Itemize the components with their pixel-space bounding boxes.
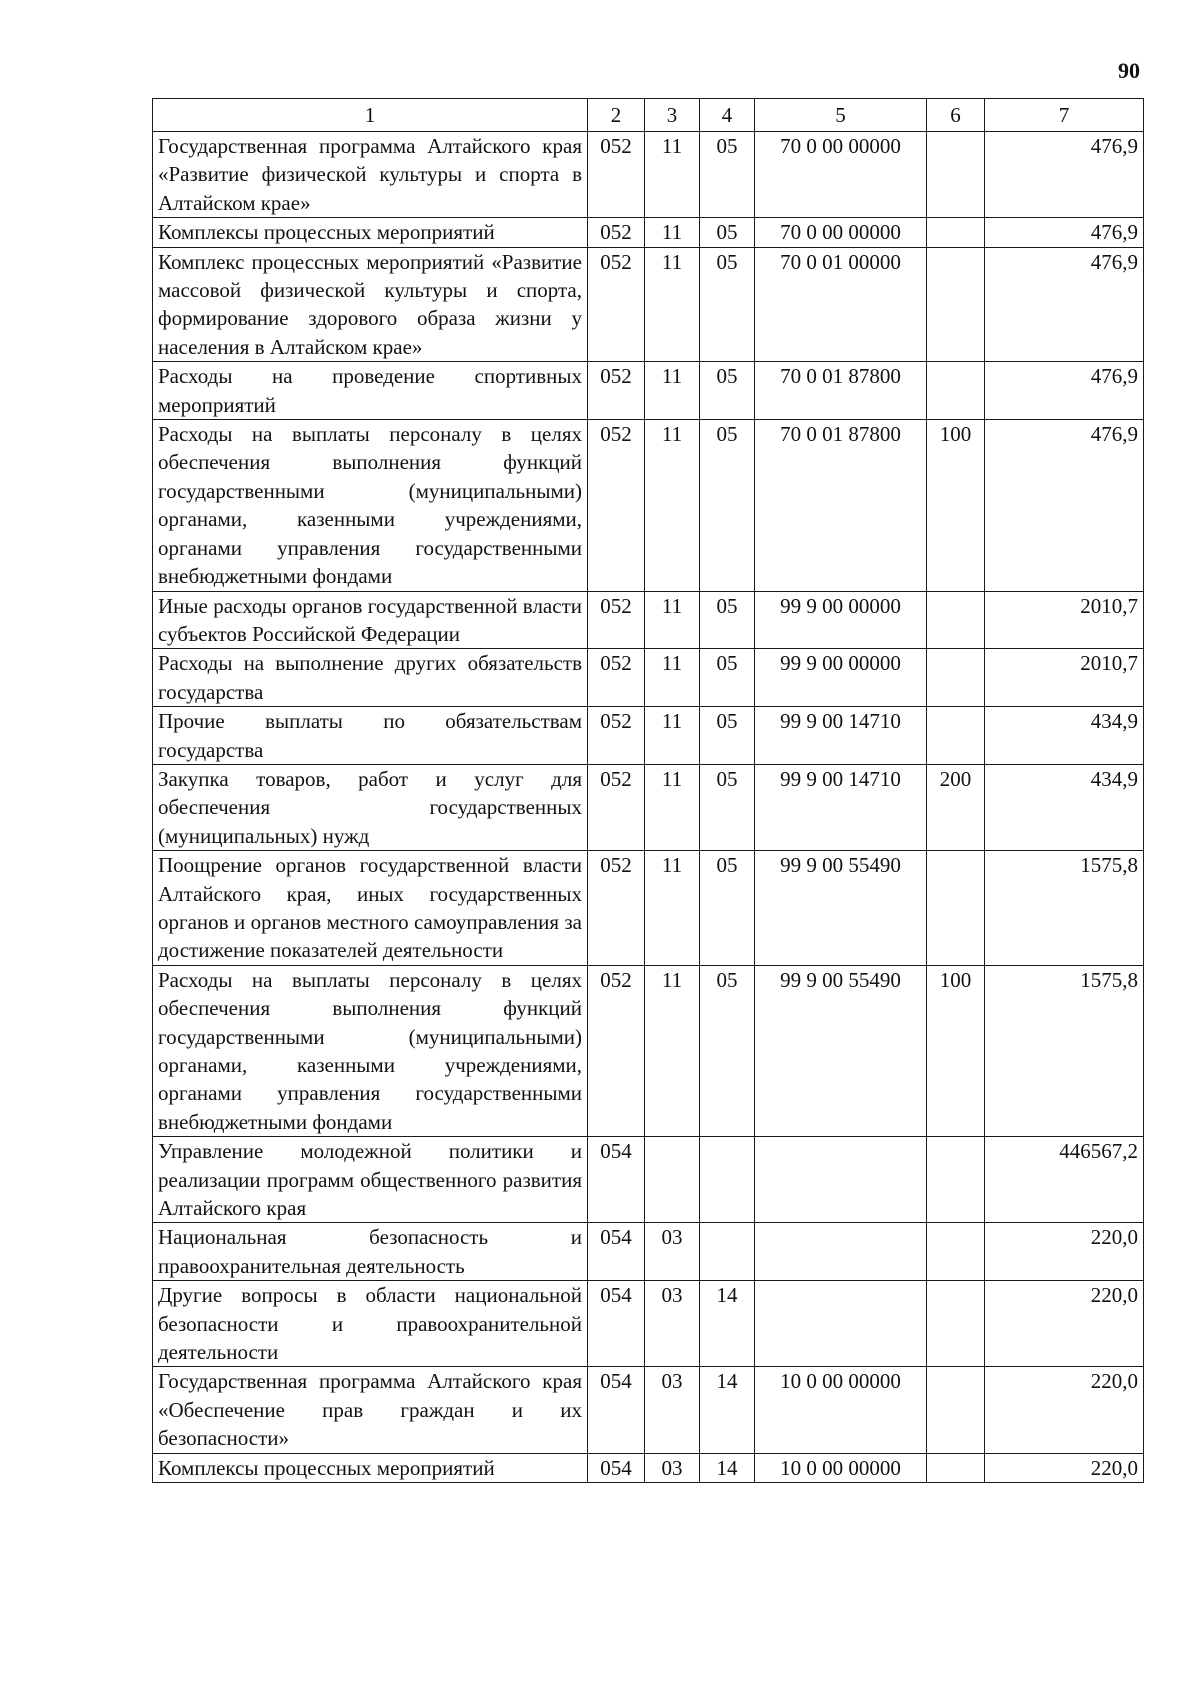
table-row (153, 1453, 1144, 1482)
row-name-cell: Расходы на выплаты персоналу в целях обеспечения выполнения функций государственными (муниципальными) органами, казенными учреждениями, органами управления государственными внебюджетными фондами (153, 420, 588, 591)
code-cell: 052 (588, 851, 645, 966)
table-row (153, 1137, 1144, 1223)
column-header: 3 (645, 99, 700, 132)
row-name-cell: Расходы на проведение спортивных мероприятий (153, 362, 588, 420)
row-name-cell: Расходы на выполнение других обязательств государства (153, 649, 588, 707)
column-header: 7 (985, 99, 1144, 132)
subsection-cell: 05 (700, 362, 755, 420)
amount-cell: 1575,8 (985, 965, 1144, 1136)
subsection-cell: 05 (700, 420, 755, 591)
code-cell: 052 (588, 707, 645, 765)
expense-type-cell (927, 707, 985, 765)
expense-type-cell (927, 1223, 985, 1281)
amount-cell: 2010,7 (985, 649, 1144, 707)
subsection-cell: 14 (700, 1453, 755, 1482)
target-article-cell (755, 1281, 927, 1367)
section-cell (645, 1137, 700, 1223)
column-header: 4 (700, 99, 755, 132)
table-row (153, 1223, 1144, 1281)
expense-type-cell: 200 (927, 764, 985, 850)
section-cell: 11 (645, 247, 700, 362)
amount-cell: 476,9 (985, 420, 1144, 591)
target-article-cell: 10 0 00 00000 (755, 1367, 927, 1453)
amount-cell: 476,9 (985, 247, 1144, 362)
row-name-cell: Комплексы процессных мероприятий (153, 1453, 588, 1482)
section-cell: 11 (645, 591, 700, 649)
amount-cell: 434,9 (985, 707, 1144, 765)
expense-type-cell (927, 132, 985, 218)
code-cell: 052 (588, 420, 645, 591)
subsection-cell: 05 (700, 764, 755, 850)
section-cell: 11 (645, 362, 700, 420)
row-name-cell: Прочие выплаты по обязательствам государства (153, 707, 588, 765)
row-name-cell: Государственная программа Алтайского края «Развитие физической культуры и спорта в Алтайском крае» (153, 132, 588, 218)
amount-cell: 220,0 (985, 1281, 1144, 1367)
expense-type-cell (927, 362, 985, 420)
subsection-cell: 05 (700, 851, 755, 966)
target-article-cell (755, 1137, 927, 1223)
section-cell: 11 (645, 218, 700, 247)
subsection-cell (700, 1223, 755, 1281)
table-row (153, 591, 1144, 649)
amount-cell: 220,0 (985, 1453, 1144, 1482)
table-row (153, 247, 1144, 362)
amount-cell: 476,9 (985, 132, 1144, 218)
expense-type-cell (927, 1137, 985, 1223)
amount-cell: 434,9 (985, 764, 1144, 850)
header-row (153, 99, 1144, 132)
target-article-cell: 70 0 01 00000 (755, 247, 927, 362)
amount-cell: 220,0 (985, 1223, 1144, 1281)
target-article-cell: 10 0 00 00000 (755, 1453, 927, 1482)
subsection-cell: 05 (700, 218, 755, 247)
table-row (153, 1281, 1144, 1367)
budget-table (152, 98, 1144, 1483)
table-row (153, 362, 1144, 420)
section-cell: 03 (645, 1281, 700, 1367)
code-cell: 052 (588, 132, 645, 218)
target-article-cell: 70 0 01 87800 (755, 362, 927, 420)
code-cell: 052 (588, 247, 645, 362)
column-header: 2 (588, 99, 645, 132)
expense-type-cell (927, 247, 985, 362)
table-row (153, 649, 1144, 707)
subsection-cell: 05 (700, 707, 755, 765)
table-row (153, 132, 1144, 218)
code-cell: 054 (588, 1137, 645, 1223)
row-name-cell: Иные расходы органов государственной власти субъектов Российской Федерации (153, 591, 588, 649)
expense-type-cell (927, 218, 985, 247)
target-article-cell: 70 0 00 00000 (755, 132, 927, 218)
subsection-cell (700, 1137, 755, 1223)
amount-cell: 446567,2 (985, 1137, 1144, 1223)
section-cell: 11 (645, 649, 700, 707)
code-cell: 052 (588, 362, 645, 420)
row-name-cell: Расходы на выплаты персоналу в целях обеспечения выполнения функций государственными (муниципальными) органами, казенными учреждениями, органами управления государственными внебюджетными фондами (153, 965, 588, 1136)
expense-type-cell (927, 591, 985, 649)
section-cell: 11 (645, 851, 700, 966)
code-cell: 054 (588, 1453, 645, 1482)
section-cell: 11 (645, 764, 700, 850)
table-row (153, 764, 1144, 850)
subsection-cell: 05 (700, 591, 755, 649)
amount-cell: 220,0 (985, 1367, 1144, 1453)
section-cell: 11 (645, 420, 700, 591)
section-cell: 03 (645, 1367, 700, 1453)
code-cell: 054 (588, 1367, 645, 1453)
code-cell: 052 (588, 649, 645, 707)
target-article-cell (755, 1223, 927, 1281)
row-name-cell: Государственная программа Алтайского края «Обеспечение прав граждан и их безопасности» (153, 1367, 588, 1453)
code-cell: 052 (588, 218, 645, 247)
row-name-cell: Национальная безопасность и правоохранительная деятельность (153, 1223, 588, 1281)
section-cell: 11 (645, 965, 700, 1136)
column-header: 1 (153, 99, 588, 132)
expense-type-cell: 100 (927, 420, 985, 591)
table-row (153, 420, 1144, 591)
subsection-cell: 05 (700, 649, 755, 707)
row-name-cell: Комплекс процессных мероприятий «Развитие массовой физической культуры и спорта, формирование здорового образа жизни у населения в Алтайском крае» (153, 247, 588, 362)
amount-cell: 1575,8 (985, 851, 1144, 966)
subsection-cell: 14 (700, 1367, 755, 1453)
row-name-cell: Поощрение органов государственной власти Алтайского края, иных государственных органов и органов местного самоуправления за достижение показателей деятельности (153, 851, 588, 966)
target-article-cell: 99 9 00 14710 (755, 707, 927, 765)
code-cell: 052 (588, 965, 645, 1136)
table-row (153, 1367, 1144, 1453)
target-article-cell: 99 9 00 55490 (755, 965, 927, 1136)
row-name-cell: Другие вопросы в области национальной безопасности и правоохранительной деятельности (153, 1281, 588, 1367)
table-row (153, 218, 1144, 247)
section-cell: 03 (645, 1223, 700, 1281)
subsection-cell: 05 (700, 247, 755, 362)
section-cell: 11 (645, 707, 700, 765)
expense-type-cell (927, 1367, 985, 1453)
expense-type-cell (927, 851, 985, 966)
section-cell: 11 (645, 132, 700, 218)
expense-type-cell (927, 1453, 985, 1482)
expense-type-cell (927, 649, 985, 707)
expense-type-cell (927, 1281, 985, 1367)
subsection-cell: 05 (700, 965, 755, 1136)
target-article-cell: 99 9 00 14710 (755, 764, 927, 850)
column-header: 5 (755, 99, 927, 132)
column-header: 6 (927, 99, 985, 132)
expense-type-cell: 100 (927, 965, 985, 1136)
code-cell: 054 (588, 1281, 645, 1367)
target-article-cell: 70 0 00 00000 (755, 218, 927, 247)
code-cell: 054 (588, 1223, 645, 1281)
target-article-cell: 99 9 00 55490 (755, 851, 927, 966)
target-article-cell: 99 9 00 00000 (755, 591, 927, 649)
amount-cell: 476,9 (985, 362, 1144, 420)
amount-cell: 2010,7 (985, 591, 1144, 649)
page-number: 90 (1118, 58, 1140, 83)
target-article-cell: 70 0 01 87800 (755, 420, 927, 591)
table-row (153, 707, 1144, 765)
section-cell: 03 (645, 1453, 700, 1482)
row-name-cell: Комплексы процессных мероприятий (153, 218, 588, 247)
row-name-cell: Закупка товаров, работ и услуг для обеспечения государственных (муниципальных) нужд (153, 764, 588, 850)
subsection-cell: 14 (700, 1281, 755, 1367)
code-cell: 052 (588, 591, 645, 649)
code-cell: 052 (588, 764, 645, 850)
row-name-cell: Управление молодежной политики и реализации программ общественного развития Алтайского края (153, 1137, 588, 1223)
target-article-cell: 99 9 00 00000 (755, 649, 927, 707)
table-row (153, 851, 1144, 966)
amount-cell: 476,9 (985, 218, 1144, 247)
subsection-cell: 05 (700, 132, 755, 218)
table-row (153, 965, 1144, 1136)
